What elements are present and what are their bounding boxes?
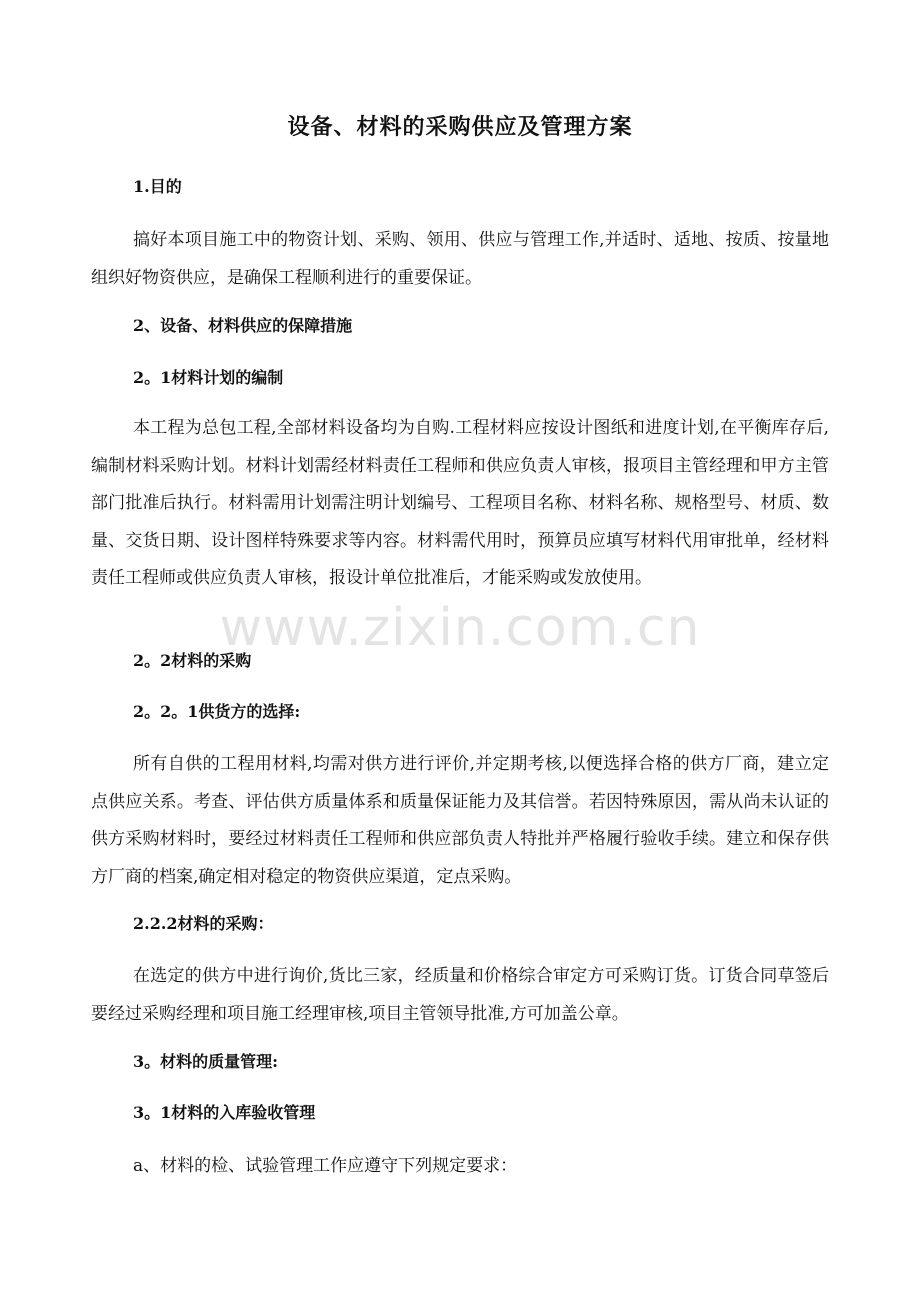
section-heading-supply-measures: 2、设备、材料供应的保障措施 <box>133 316 353 335</box>
watermark-text: www.zixin.com.cn <box>219 598 701 658</box>
paragraph-inspection-rules: a、材料的检、试验管理工作应遵守下列规定要求： <box>133 1156 518 1176</box>
paragraph-material-plan: 本工程为总包工程,全部材料设备均为自购.工程材料应按设计图纸和进度计划,在平衡库存后,编制材料采购计划。材料计划需经材料责任工程师和供应负责人审核，报项目主管经理和甲方主管部门批准后执行。材料需用计划需注明计划编号、工程项目名称、材料名称、规格型号、材质、数量、交货日期、设计图样特殊要求等内容。材料需代用时，预算员应填写材料代用审批单，经材料责任工程师或供应负责人审核，报设计单位批准后，才能采购或发放使用。 <box>91 418 829 588</box>
section-heading-purpose: 1.目的 <box>133 177 182 196</box>
section-heading-quality-management: 3。材料的质量管理: <box>133 1052 279 1071</box>
paragraph-purchase-procedure: 在选定的供方中进行询价,货比三家，经质量和价格综合审定方可采购订货。订货合同草签后要经过采购经理和项目施工经理审核,项目主管领导批准,方可加盖公章。 <box>91 966 829 1024</box>
section-heading-material-plan: 2。1材料计划的编制 <box>133 368 284 387</box>
document-title: 设备、材料的采购供应及管理方案 <box>287 114 633 140</box>
section-heading-supplier-selection: 2。2。1供货方的选择: <box>133 702 301 721</box>
paragraph-supplier-selection: 所有自供的工程用材料,均需对供方进行评价,并定期考核,以便选择合格的供方厂商，建立定点供应关系。考查、评估供方质量体系和质量保证能力及其信誉。若因特殊原因，需从尚未认证的供方采购材料时，要经过材料责任工程师和供应部负责人特批并严格履行验收手续。建立和保存供方厂商的档案,确定相对稳定的物资供应渠道，定点采购。 <box>91 754 829 887</box>
paragraph-purpose: 搞好本项目施工中的物资计划、采购、领用、供应与管理工作,并适时、适地、按质、按量地组织好物资供应，是确保工程顺利进行的重要保证。 <box>91 230 829 288</box>
section-heading-purchase-procedure: 2.2.2材料的采购： <box>133 914 274 933</box>
section-heading-inbound-inspection: 3。1材料的入库验收管理 <box>133 1103 316 1122</box>
section-heading-material-purchase: 2。2材料的采购 <box>133 651 252 670</box>
